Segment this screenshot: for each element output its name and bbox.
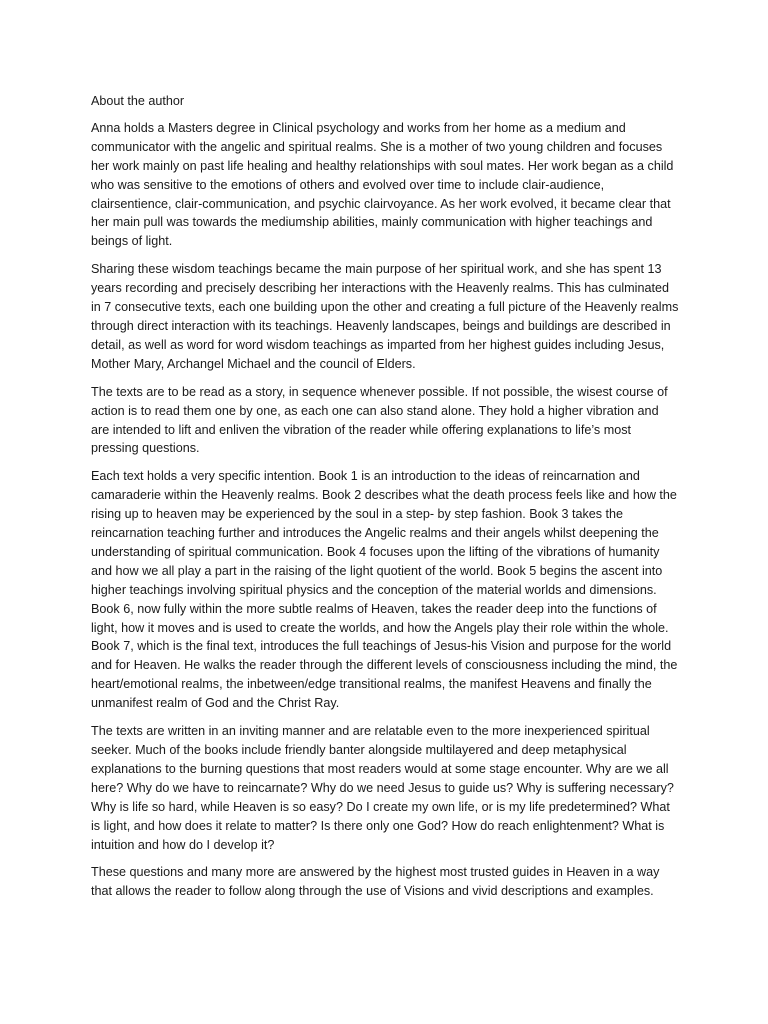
paragraph-author-background: Anna holds a Masters degree in Clinical psychology and works from her home as a medium and communicator with the angelic and spiritual realms. She is a mother of two young children and focuses her work mainly on past life healing and healthy relationships with soul mates. Her work began as a child who was sensitive to the emotions of others and evolved over time to include clair-audience, clairsentience, clair-communication, and psychic clairvoyance. As her work evolved, it became clear that her main pull was towards the mediumship abilities, mainly communication with higher teachings and beings of light.	[91, 120, 674, 249]
document-body	[91, 92, 679, 910]
paragraph-reading-order: The texts are to be read as a story, in sequence whenever possible. If not possible, the wisest course of action is to read them one by one, as each one can also stand alone. They hold a higher vibration and are intended to lift and enliven the vibration of the reader while offering explanations to life’s most pressing questions.	[91, 384, 668, 456]
paragraph-writing-style: The texts are written in an inviting manner and are relatable even to the more inexperienced spiritual seeker. Much of the books include friendly banter alongside multilayered and deep metaphysical explanations to the burning questions that most readers would at some stage encounter. Why are we all here? Why do we have to reincarnate? Why do we need Jesus to guide us? Why is suffering necessary? Why is life so hard, while Heaven is so easy? Do I create my own life, or is my life predetermined? What is light, and how does it relate to matter? Is there only one God? How do reach enlightenment? What is intuition and how do I develop it?	[91, 724, 674, 852]
paragraph-book-intentions: Each text holds a very specific intention. Book 1 is an introduction to the ideas of reincarnation and camaraderie within the Heavenly realms. Book 2 describes what the death process feels like and how the rising up to heaven may be experienced by the soul in a step- by step fashion. Book 3 takes the reincarnation teaching further and introduces the Angelic realms and their angels whilst deepening the understanding of spiritual communication. Book 4 focuses upon the lifting of the vibrations of humanity and how we all play a part in the raising of the light quotient of the world. Book 5 begins the ascent into higher teachings involving spiritual physics and the conception of the material worlds and dimensions. Book 6, now fully within the more subtle realms of Heaven, takes the reader deep into the functions of light, how it moves and is used to create the worlds, and how the Angels play their role within the whole. Book 7, which is the final text, introduces the full teachings of Jesus-his Vision and purpose for the world and for Heaven. He walks the reader through the different levels of consciousness including the mind, the heart/emotional realms, the inbetween/edge transitional realms, the manifest Heavens and finally the unmanifest realm of God and the Christ Ray.	[91, 469, 678, 711]
section-heading: About the author	[91, 94, 185, 108]
paragraph-wisdom-teachings: Sharing these wisdom teachings became the main purpose of her spiritual work, and she has spent 13 years recording and precisely describing her interactions with the Heavenly realms. This has culminated in 7 consecutive texts, each one building upon the other and creating a full picture of the Heavenly realms through direct interaction with its teachings. Heavenly landscapes, beings and buildings are described in detail, as well as word for word wisdom teachings as imparted from her highest guides including Jesus, Mother Mary, Archangel Michael and the council of Elders.	[91, 262, 679, 371]
paragraph-conclusion: These questions and many more are answered by the highest most trusted guides in Heaven in a way that allows the reader to follow along through the use of Visions and vivid descriptions and examples.	[91, 865, 660, 899]
